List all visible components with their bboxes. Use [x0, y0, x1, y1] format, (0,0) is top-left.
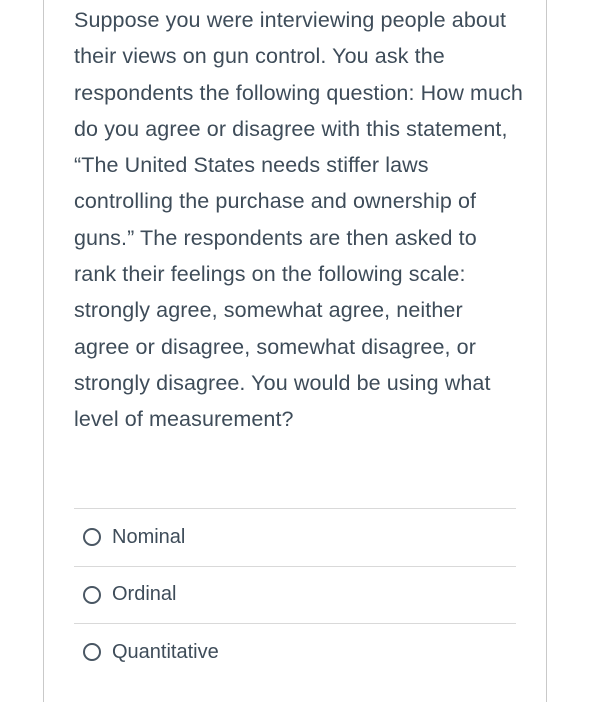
radio-button[interactable]	[83, 643, 101, 661]
option-quantitative[interactable]	[74, 623, 516, 681]
option-label: Nominal	[112, 525, 186, 548]
option-label: Ordinal	[112, 583, 177, 606]
question-text: Suppose you were interviewing people about their views on gun control. You ask the respondents the following question: How much do you agree or disagree with this statement, “The United States needs stiffer laws controlling the purchase and ownership of guns.” The respondents are then asked to rank their feelings on the following scale: strongly agree, somewhat agree, neither agree or disagree, somewhat disagree, or strongly disagree. You would be using what level of measurement?	[74, 8, 523, 432]
question-card	[43, 0, 547, 702]
radio-button[interactable]	[83, 586, 101, 604]
option-nominal[interactable]	[74, 508, 516, 566]
option-ordinal[interactable]	[74, 566, 516, 624]
option-label: Quantitative	[112, 640, 219, 663]
radio-button[interactable]	[83, 528, 101, 546]
answer-options	[74, 508, 516, 681]
